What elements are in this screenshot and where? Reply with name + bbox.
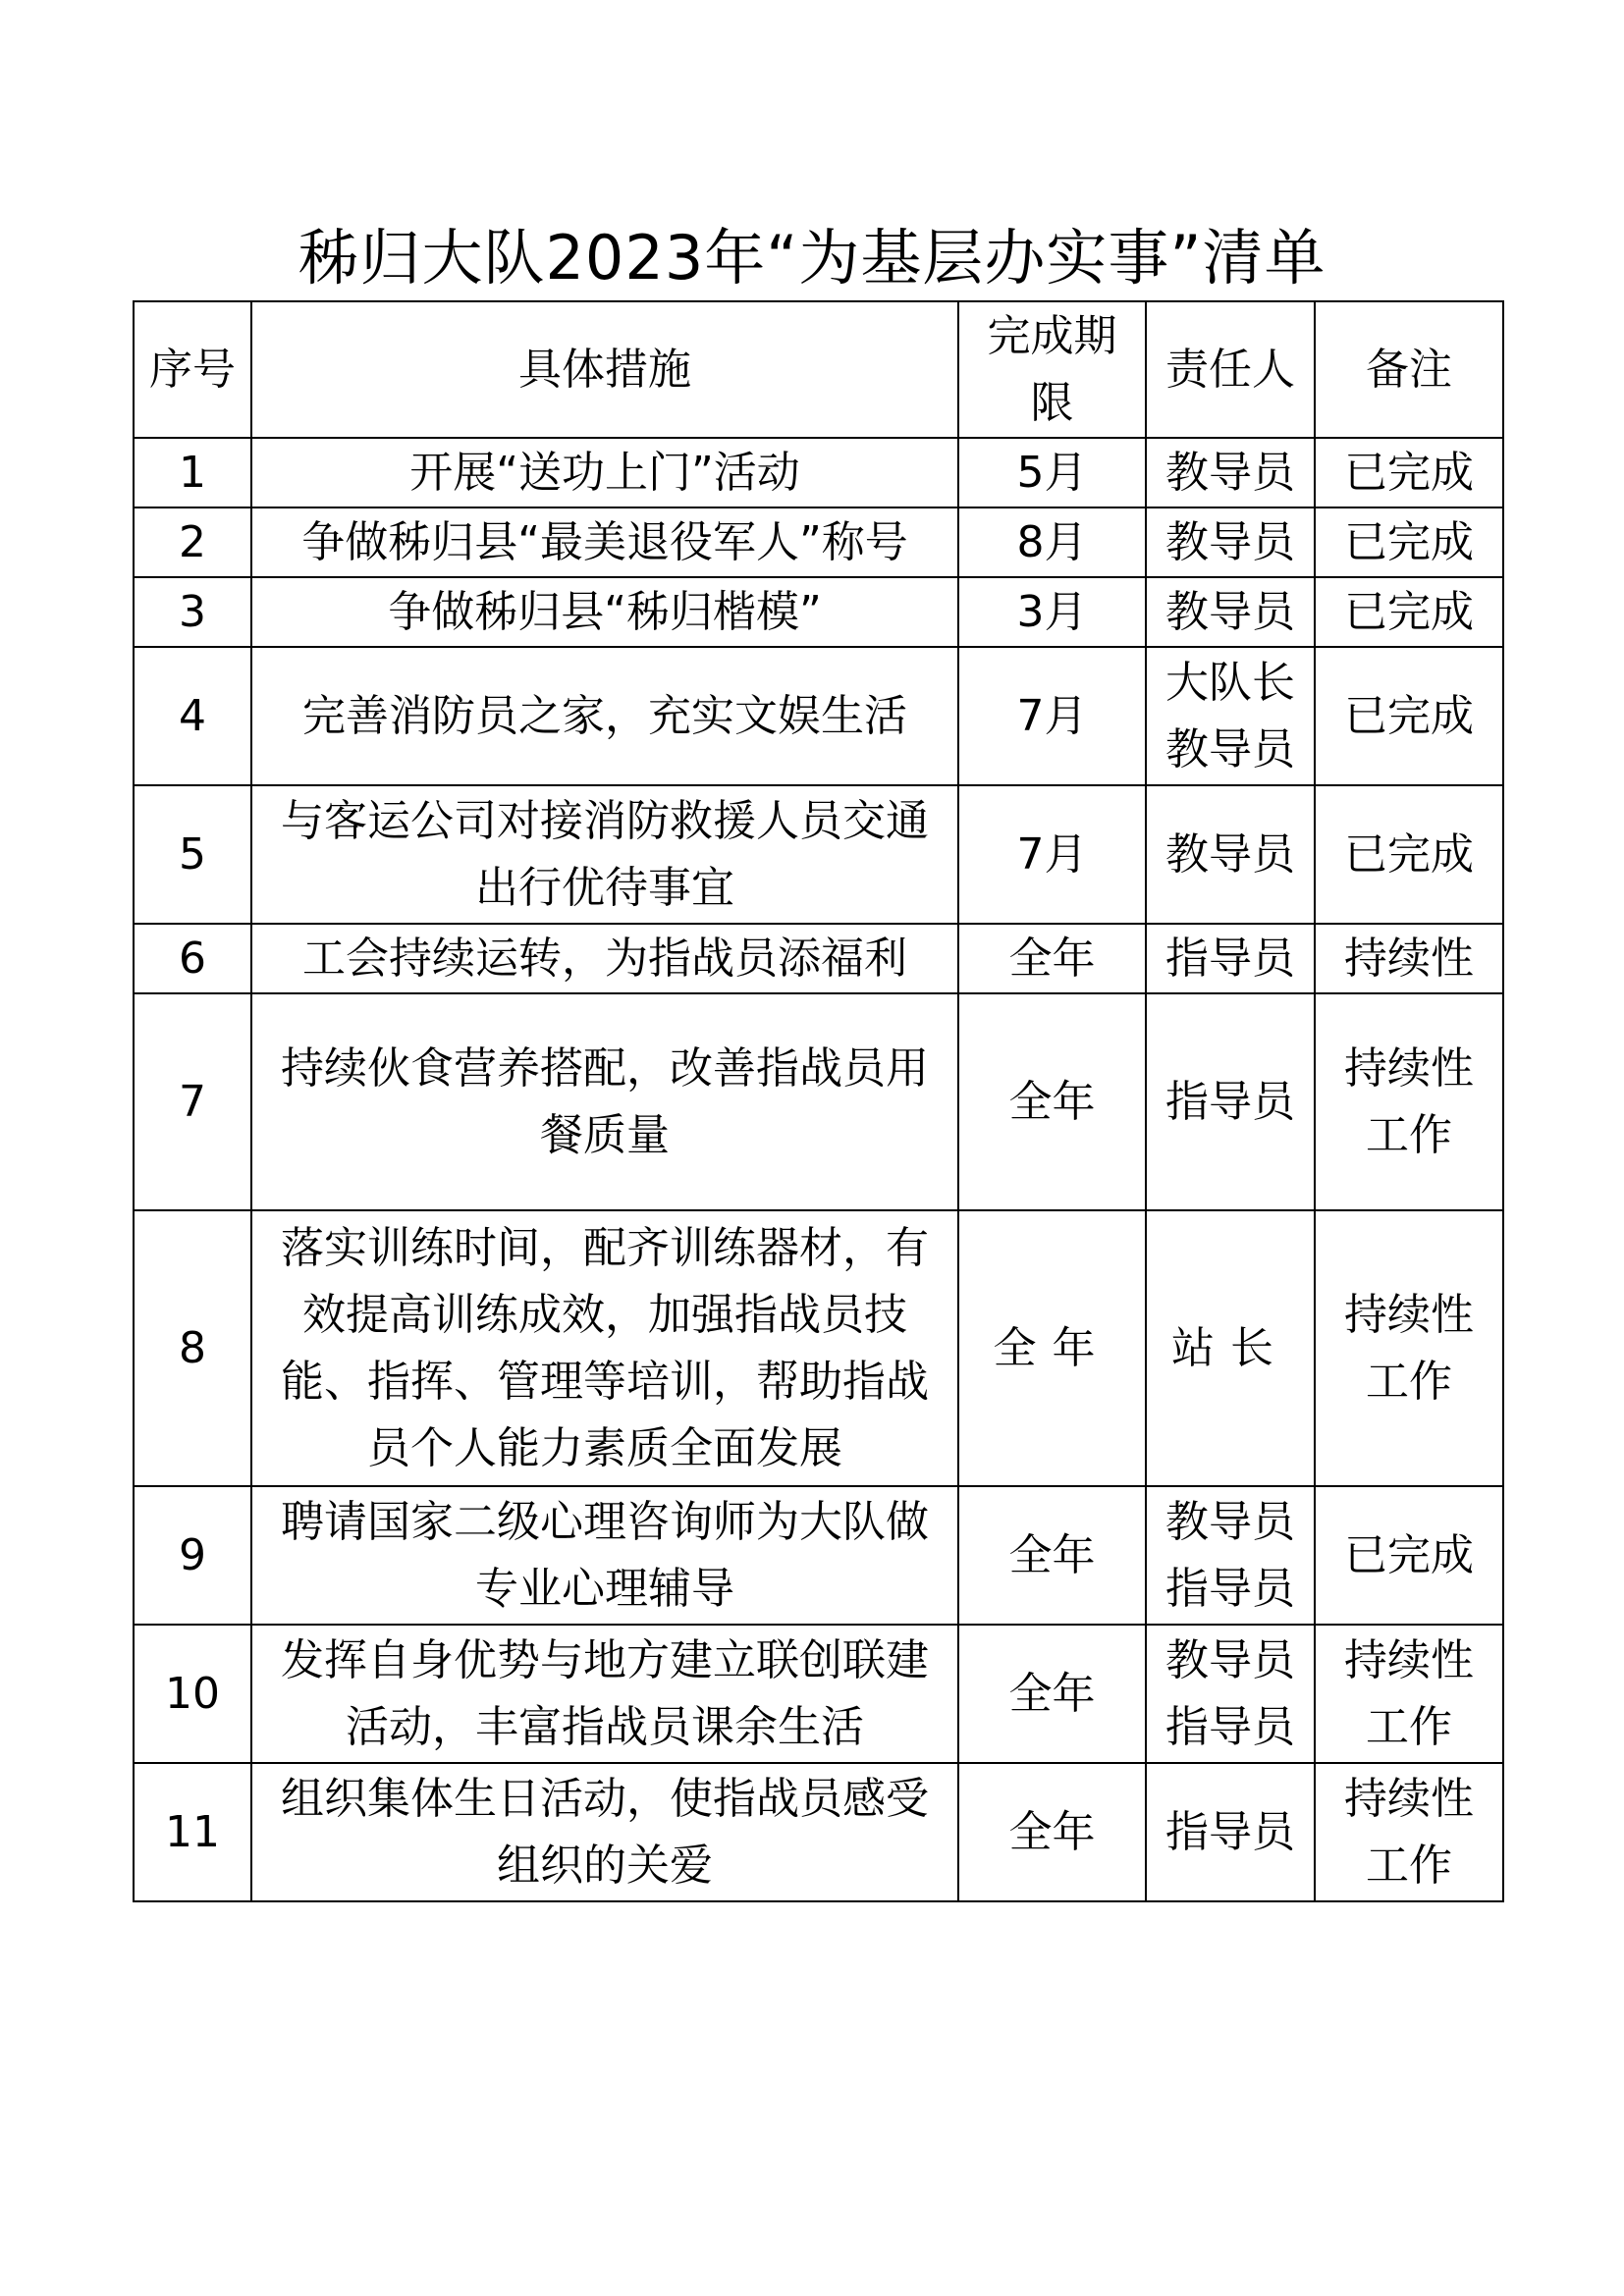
cell-note: 已完成 (1315, 647, 1503, 785)
cell-owner: 教导员 (1146, 785, 1315, 924)
cell-measure: 落实训练时间，配齐训练器材，有效提高训练成效，加强指战员技能、指挥、管理等培训，帮助指战员个人能力素质全面发展 (251, 1210, 958, 1486)
cell-measure: 持续伙食营养搭配，改善指战员用餐质量 (251, 993, 958, 1210)
header-deadline: 完成期限 (958, 301, 1146, 438)
cell-deadline: 8月 (958, 507, 1146, 577)
cell-owner: 教导员 (1146, 507, 1315, 577)
cell-note: 持续性 (1315, 924, 1503, 993)
cell-serial-number: 7 (134, 993, 251, 1210)
cell-measure: 开展“送功上门”活动 (251, 438, 958, 507)
cell-owner: 大队长 教导员 (1146, 647, 1315, 785)
cell-note: 已完成 (1315, 438, 1503, 507)
cell-serial-number: 4 (134, 647, 251, 785)
cell-owner: 教导员 (1146, 438, 1315, 507)
cell-serial-number: 8 (134, 1210, 251, 1486)
cell-note: 已完成 (1315, 577, 1503, 647)
cell-owner: 教导员 (1146, 577, 1315, 647)
cell-owner: 指导员 (1146, 924, 1315, 993)
table-row (134, 438, 1503, 507)
cell-note: 持续性 工作 (1315, 993, 1503, 1210)
page-title: 秭归大队2023年“为基层办实事”清单 (298, 222, 1326, 294)
cell-deadline: 全年 (958, 1763, 1146, 1901)
cell-deadline: 全年 (958, 993, 1146, 1210)
cell-measure: 组织集体生日活动，使指战员感受组织的关爱 (251, 1763, 958, 1901)
table-row (134, 647, 1503, 785)
cell-owner: 指导员 (1146, 993, 1315, 1210)
cell-owner: 站长 (1146, 1210, 1315, 1486)
cell-measure: 争做秭归县“秭归楷模” (251, 577, 958, 647)
cell-deadline: 全年 (958, 924, 1146, 993)
cell-owner: 教导员 指导员 (1146, 1486, 1315, 1625)
cell-serial-number: 3 (134, 577, 251, 647)
table-row (134, 1625, 1503, 1763)
header-serial-number: 序号 (134, 301, 251, 438)
cell-measure: 聘请国家二级心理咨询师为大队做专业心理辅导 (251, 1486, 958, 1625)
cell-owner: 教导员 指导员 (1146, 1625, 1315, 1763)
cell-serial-number: 1 (134, 438, 251, 507)
table-row (134, 577, 1503, 647)
cell-note: 已完成 (1315, 1486, 1503, 1625)
cell-serial-number: 6 (134, 924, 251, 993)
cell-serial-number: 9 (134, 1486, 251, 1625)
cell-deadline: 全年 (958, 1486, 1146, 1625)
task-list-table (133, 300, 1504, 1902)
cell-measure: 与客运公司对接消防救援人员交通出行优待事宜 (251, 785, 958, 924)
table-row (134, 785, 1503, 924)
cell-deadline: 7月 (958, 785, 1146, 924)
cell-deadline: 7月 (958, 647, 1146, 785)
cell-note: 已完成 (1315, 785, 1503, 924)
cell-measure: 工会持续运转，为指战员添福利 (251, 924, 958, 993)
table-row (134, 1486, 1503, 1625)
cell-deadline: 5月 (958, 438, 1146, 507)
header-note: 备注 (1315, 301, 1503, 438)
cell-note: 已完成 (1315, 507, 1503, 577)
cell-measure: 争做秭归县“最美退役军人”称号 (251, 507, 958, 577)
cell-deadline: 全年 (958, 1210, 1146, 1486)
cell-measure: 发挥自身优势与地方建立联创联建活动，丰富指战员课余生活 (251, 1625, 958, 1763)
cell-serial-number: 5 (134, 785, 251, 924)
cell-note: 持续性 工作 (1315, 1763, 1503, 1901)
cell-note: 持续性 工作 (1315, 1210, 1503, 1486)
cell-deadline: 3月 (958, 577, 1146, 647)
cell-owner: 指导员 (1146, 1763, 1315, 1901)
header-measure: 具体措施 (251, 301, 958, 438)
header-owner: 责任人 (1146, 301, 1315, 438)
table-row (134, 1763, 1503, 1901)
cell-serial-number: 11 (134, 1763, 251, 1901)
table-header-row (134, 301, 1503, 438)
table-row (134, 1210, 1503, 1486)
table-row (134, 993, 1503, 1210)
table-row (134, 507, 1503, 577)
table-row (134, 924, 1503, 993)
cell-measure: 完善消防员之家，充实文娱生活 (251, 647, 958, 785)
cell-serial-number: 10 (134, 1625, 251, 1763)
cell-serial-number: 2 (134, 507, 251, 577)
cell-deadline: 全年 (958, 1625, 1146, 1763)
cell-note: 持续性 工作 (1315, 1625, 1503, 1763)
